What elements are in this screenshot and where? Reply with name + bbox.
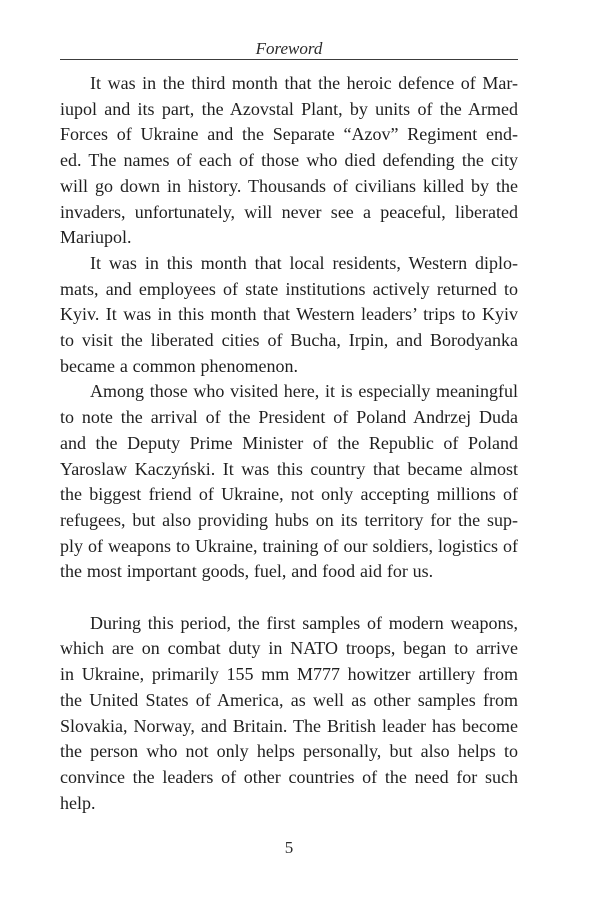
text-line: Kyiv. It was in this month that Western leaders’ trips to Kyiv: [60, 304, 518, 325]
text-line: became a common phenomenon.: [60, 355, 298, 376]
text-line: ed. The names of each of those who died defending the city: [60, 150, 518, 171]
paragraph: [60, 379, 518, 585]
text-line: to visit the liberated cities of Bucha, Irpin, and Borodyanka: [60, 330, 518, 351]
text-line: convince the leaders of other countries of the need for such: [60, 766, 518, 787]
text-line: help.: [60, 792, 96, 813]
text-line: Mariupol.: [60, 227, 132, 248]
running-head: [60, 39, 518, 58]
text-line: to note the arrival of the President of Poland Andrzej Duda: [60, 407, 518, 428]
paragraph: [60, 251, 518, 380]
text-line: It was in the third month that the heroic defence of Mar-: [90, 73, 518, 93]
text-line: invaders, unfortunately, will never see a peaceful, liberated: [60, 201, 518, 222]
body-text: [60, 71, 518, 816]
text-line: and the Deputy Prime Minister of the Republic of Poland: [60, 432, 518, 453]
text-line: will go down in history. Thousands of civilians killed by the: [60, 175, 518, 196]
text-line: ply of weapons to Ukraine, training of our soldiers, logistics of: [60, 535, 518, 556]
text-line: the most important goods, fuel, and food aid for us.: [60, 561, 434, 582]
text-line: the United States of America, as well as other samples from: [60, 689, 518, 710]
text-line: Slovakia, Norway, and Britain. The British leader has become: [60, 715, 518, 736]
paragraph: [60, 611, 518, 817]
text-line: During this period, the first samples of modern weapons,: [90, 612, 518, 633]
text-line: mats, and employees of state institutions actively returned to: [60, 278, 518, 299]
text-line: the person who not only helps personally, but also helps to: [60, 741, 518, 762]
page-number: 5: [284, 838, 294, 857]
text-line: Among those who visited here, it is especially meaningful: [90, 381, 518, 402]
paragraph: [60, 71, 518, 251]
text-line: It was in this month that local residents, Western diplo-: [90, 252, 518, 273]
text-line: iupol and its part, the Azovstal Plant, by units of the Armed: [60, 98, 518, 119]
text-line: Yaroslaw Kaczyński. It was this country that became almost: [60, 458, 518, 479]
header-rule: [60, 59, 518, 60]
text-line: Forces of Ukraine and the Separate “Azov” Regiment end-: [60, 124, 518, 145]
text-line: in Ukraine, primarily 155 mm M777 howitzer artillery from: [60, 664, 518, 685]
text-line: which are on combat duty in NATO troops, began to arrive: [60, 638, 518, 659]
text-line: the biggest friend of Ukraine, not only accepting millions of: [60, 484, 518, 505]
text-line: refugees, but also providing hubs on its territory for the sup-: [60, 509, 518, 530]
page-title: Foreword: [255, 39, 323, 58]
